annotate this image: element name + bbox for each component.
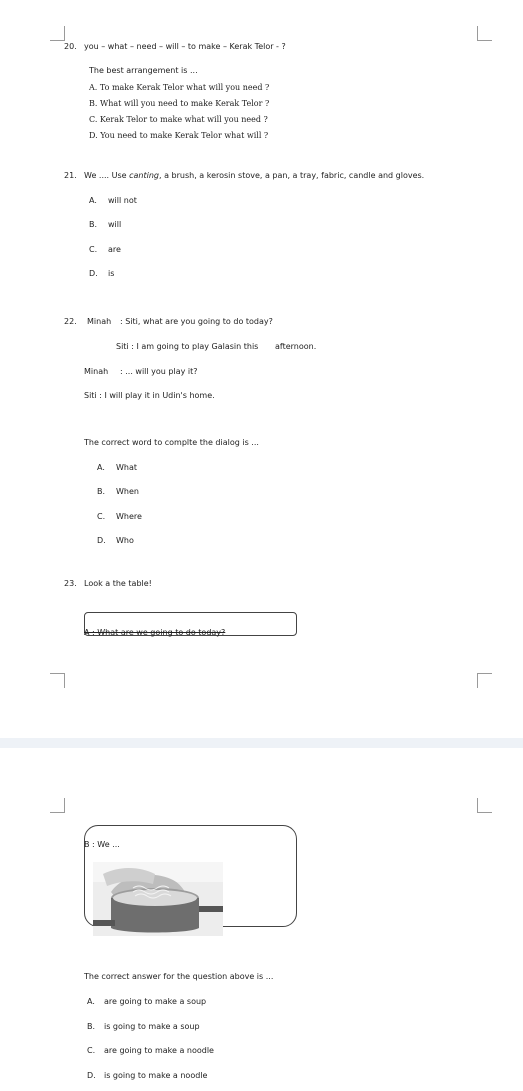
page-gap	[0, 738, 523, 748]
question-22-option-c-text: Where	[116, 512, 142, 521]
question-20-prompt: you – what – need – will – to make – Kerak Telor - ?	[84, 42, 286, 51]
question-22-option-d-letter: D.	[97, 536, 106, 545]
question-21-option-c-text: are	[108, 245, 121, 254]
question-22-number: 22.	[64, 317, 77, 326]
question-23-number: 23.	[64, 579, 77, 588]
dialog-line-1-text: : Siti, what are you going to do today?	[120, 317, 273, 326]
question-20-number: 20.	[64, 42, 77, 51]
question-21-option-a-text: will not	[108, 196, 137, 205]
question-21-option-d-letter: D.	[89, 269, 98, 278]
page-corner-mark	[477, 26, 492, 41]
question-20-option-d: D. You need to make Kerak Telor what will ?	[89, 131, 269, 140]
question-23-option-d-text: is going to make a noodle	[104, 1071, 208, 1080]
dialog-line-3-text: : ... will you play it?	[120, 367, 198, 376]
question-23-option-c-letter: C.	[87, 1046, 96, 1055]
question-22-stem: The correct word to complte the dialog is ...	[84, 438, 259, 447]
question-21-prompt: We .... Use canting, a brush, a kerosin stove, a pan, a tray, fabric, candle and gloves.	[84, 171, 425, 180]
question-23-option-a-text: are going to make a soup	[104, 997, 207, 1006]
question-23-option-d-letter: D.	[87, 1071, 96, 1080]
question-21-option-a-letter: A.	[89, 196, 97, 205]
page-corner-mark	[477, 798, 492, 813]
question-21-option-d-text: is	[108, 269, 115, 278]
question-22-option-c-letter: C.	[97, 512, 106, 521]
dialog-line-3-speaker: Minah	[84, 367, 109, 376]
noodle-pot-illustration	[93, 862, 223, 936]
noodle-pot-photo	[93, 862, 223, 936]
question-23-stem: The correct answer for the question above is ...	[84, 972, 274, 981]
dialog-line-1-speaker: Minah	[87, 317, 112, 326]
dialog-line-4-text: Siti : I will play it in Udin's home.	[84, 391, 215, 400]
question-23-option-b-text: is going to make a soup	[104, 1022, 200, 1031]
question-22-option-a-letter: A.	[97, 463, 105, 472]
question-21-number: 21.	[64, 171, 77, 180]
dialog-box-b-text: B : We ...	[84, 840, 120, 849]
page-corner-mark	[50, 26, 65, 41]
question-20-stem: The best arrangement is ...	[89, 66, 198, 75]
question-22-option-a-text: What	[116, 463, 138, 472]
question-23-option-c-text: are going to make a noodle	[104, 1046, 214, 1055]
dialog-line-2-text: Siti : I am going to play Galasin this	[116, 342, 259, 351]
question-23-prompt: Look a the table!	[84, 579, 152, 588]
dialog-line-2-tail: afternoon.	[275, 342, 317, 351]
page-corner-mark	[50, 798, 65, 813]
question-21-option-c-letter: C.	[89, 245, 98, 254]
page-corner-mark	[477, 673, 492, 688]
question-21-option-b-text: will	[108, 220, 122, 229]
question-20-option-b: B. What will you need to make Kerak Telor ?	[89, 99, 270, 108]
question-22-option-d-text: Who	[116, 536, 134, 545]
question-22-option-b-text: When	[116, 487, 139, 496]
page-corner-mark	[50, 673, 65, 688]
dialog-box-a-text: A : What are we going to do today?	[84, 628, 226, 637]
question-23-option-b-letter: B.	[87, 1022, 96, 1031]
question-20-option-c: C. Kerak Telor to make what will you need ?	[89, 115, 268, 124]
question-20-option-a: A. To make Kerak Telor what will you need ?	[89, 83, 270, 92]
question-23-option-a-letter: A.	[87, 997, 95, 1006]
question-22-option-b-letter: B.	[97, 487, 106, 496]
question-21-option-b-letter: B.	[89, 220, 98, 229]
